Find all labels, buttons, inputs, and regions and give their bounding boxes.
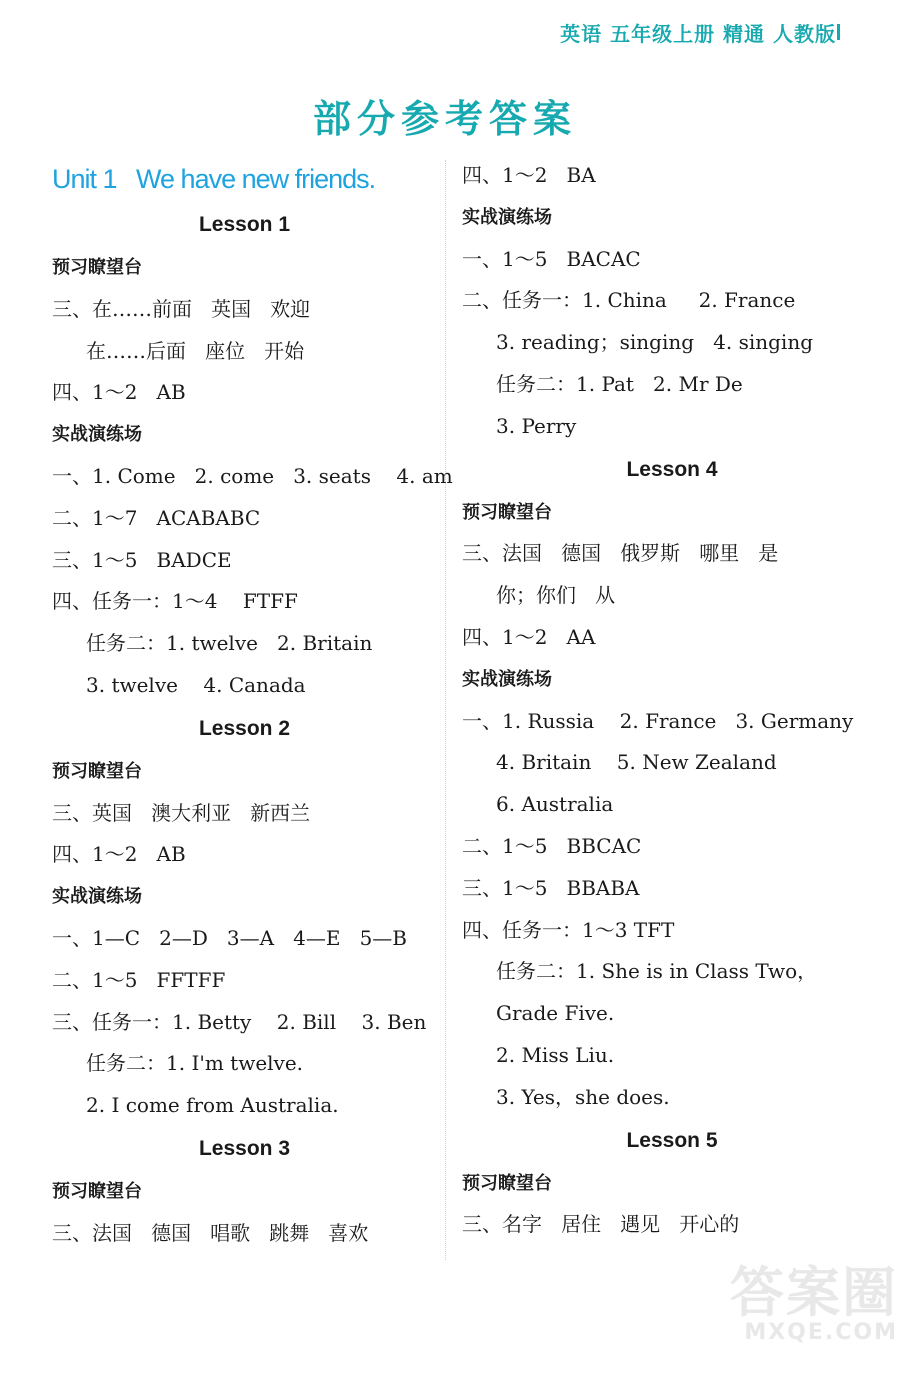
lesson-heading: Lesson 5 — [626, 1128, 718, 1152]
answer-line: 任务二：1. She is in Class Two， — [496, 959, 818, 984]
answer-line: 四、1～2 BA — [462, 163, 596, 187]
watermark-brand: 答案圈 — [730, 1261, 898, 1324]
section-heading: 预习瞭望台 — [462, 1172, 552, 1194]
answer-line: 二、1～5 BBCAC — [462, 833, 642, 858]
answer-line: 3. Perry — [496, 413, 577, 438]
answer-line: 四、任务一：1～3 TFT — [462, 917, 675, 942]
answer-line: 任务二：1. Pat 2. Mr De — [496, 371, 743, 396]
answer-line: 一、1. Come 2. come 3. seats 4. am — [52, 463, 453, 488]
answer-line: 4. Britain 5. New Zealand — [496, 750, 777, 775]
column-divider — [445, 160, 446, 1260]
answer-line: 3. reading；singing 4. singing — [496, 330, 814, 355]
right-column — [462, 155, 882, 1246]
answer-line: 二、任务一：1. China 2. France — [462, 288, 796, 313]
lesson-heading: Lesson 4 — [626, 457, 718, 481]
section-heading: 实战演练场 — [462, 668, 552, 690]
answer-line: 三、在……前面 英国 欢迎 — [52, 296, 311, 321]
answer-line: 四、1～2 AB — [52, 842, 186, 867]
answer-line: 二、1～7 ACABABC — [52, 505, 261, 530]
answer-line: 三、法国 德国 俄罗斯 哪里 是 — [462, 541, 779, 566]
watermark-url: MXQE.COM — [744, 1320, 898, 1345]
answer-line: 一、1～5 BACAC — [462, 246, 641, 271]
answer-line: 三、1～5 BADCE — [52, 547, 232, 572]
section-heading: 实战演练场 — [462, 206, 552, 228]
section-heading: 预习瞭望台 — [52, 760, 142, 782]
answer-line: 三、1～5 BBABA — [462, 875, 640, 900]
answer-line: 一、1—C 2—D 3—A 4—E 5—B — [52, 925, 407, 950]
answer-line: 2. I come from Australia. — [86, 1093, 339, 1118]
answer-line: 三、名字 居住 遇见 开心的 — [462, 1212, 740, 1237]
lesson-heading: Lesson 1 — [198, 213, 291, 236]
page-title: 部分参考答案 — [312, 97, 577, 141]
unit-heading: Unit 1 We have new friends. — [52, 164, 376, 194]
answer-line: 6. Australia — [496, 792, 614, 817]
section-heading: 实战演练场 — [52, 886, 142, 908]
answer-line: 三、任务一：1. Betty 2. Bill 3. Ben — [52, 1009, 427, 1034]
answer-line: 2. Miss Liu. — [496, 1042, 615, 1067]
section-heading: 预习瞭望台 — [52, 1180, 142, 1202]
answer-line: 你；你们 从 — [496, 583, 616, 608]
answer-line: 三、法国 德国 唱歌 跳舞 喜欢 — [52, 1220, 369, 1245]
answer-line: Grade Five. — [496, 1001, 615, 1026]
answer-line: 二、1～5 FFTFF — [52, 967, 226, 992]
answer-line: 四、任务一：1～4 FTFF — [52, 589, 298, 614]
lesson-heading: Lesson 3 — [198, 1136, 291, 1160]
answer-line: 四、1～2 AA — [462, 624, 596, 649]
answer-line: 3. twelve 4. Canada — [86, 672, 306, 697]
lesson-heading: Lesson 2 — [198, 716, 291, 740]
section-heading: 预习瞭望台 — [52, 257, 142, 278]
answer-line: 在……后面 座位 开始 — [86, 338, 305, 363]
answer-line: 任务二：1. twelve 2. Britain — [86, 631, 373, 656]
answer-line: 3. Yes，she does. — [496, 1084, 670, 1109]
book-header: 英语 五年级上册 精通 人教版 — [560, 22, 836, 46]
section-heading: 实战演练场 — [52, 424, 142, 446]
answer-line: 任务二：1. I'm twelve. — [86, 1051, 304, 1076]
left-column — [52, 155, 453, 1255]
answer-line: 三、英国 澳大利亚 新西兰 — [52, 800, 311, 825]
answer-line: 四、1～2 AB — [52, 380, 186, 405]
header-accent-bar — [837, 24, 840, 40]
watermark — [730, 1261, 898, 1346]
answer-line: 一、1. Russia 2. France 3. Germany — [462, 708, 854, 733]
section-heading: 预习瞭望台 — [462, 501, 552, 523]
